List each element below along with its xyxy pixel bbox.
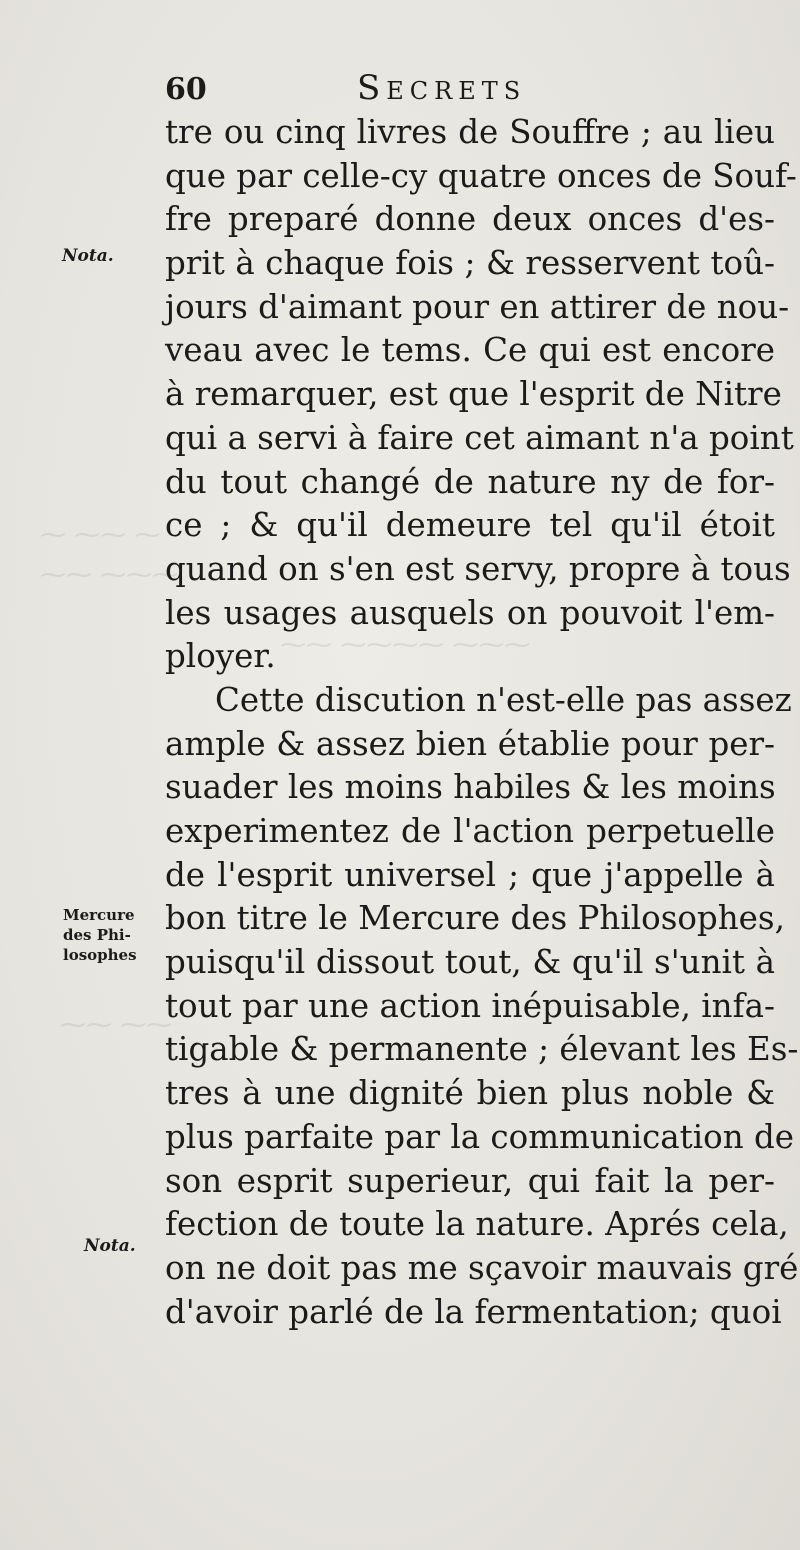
page-header — [165, 68, 765, 114]
margin-note-nota: Nota. — [62, 246, 114, 266]
body-text — [165, 111, 799, 1334]
text-line: tout par une action inépuisable, infa- — [165, 986, 775, 1025]
text-line: suader les moins habiles & les moins — [165, 768, 776, 807]
margin-note-nota: Nota. — [84, 1236, 136, 1256]
text-line: quand on s'en est servy, propre à tous — [165, 549, 791, 588]
show-through-text: ⁓ ⁓⁓ ⁓ — [40, 520, 161, 550]
text-line: ce ; & qu'il demeure tel qu'il étoit — [165, 506, 775, 545]
margin-note-mercure — [63, 905, 173, 965]
show-through-text: ⁓⁓ ⁓⁓⁓⁓ ⁓⁓⁓ — [280, 630, 531, 660]
text-line: d'avoir parlé de la fermentation; quoi — [165, 1292, 782, 1331]
text-line: fection de toute la nature. Aprés cela, — [165, 1205, 789, 1244]
text-line: que par celle-cy quatre onces de Souf- — [165, 156, 797, 195]
text-line: Cette discution n'est-elle pas assez — [215, 680, 792, 719]
margin-note-line: Mercure — [63, 906, 135, 924]
text-line: tigable & permanente ; élevant les Es- — [165, 1030, 799, 1069]
text-line: bon titre le Mercure des Philosophes, — [165, 899, 785, 938]
show-through-text: ⁓⁓ ⁓⁓⁓ — [40, 560, 179, 590]
margin-note-line: des Phi- — [63, 926, 131, 944]
text-line: veau avec le tems. Ce qui est encore — [165, 331, 775, 370]
text-line: qui a servi à faire cet aimant n'a point — [165, 418, 794, 457]
show-through-text: ⁓⁓ ⁓⁓ — [60, 1010, 173, 1040]
text-line: jours d'aimant pour en attirer de nou- — [165, 287, 790, 326]
text-line: prit à chaque fois ; & resservent toû- — [165, 244, 775, 283]
text-line: son esprit superieur, qui fait la per- — [165, 1161, 775, 1200]
running-head: Secrets — [357, 68, 527, 108]
text-line: tres à une dignité bien plus noble & — [165, 1074, 775, 1113]
text-line: on ne doit pas me sçavoir mauvais gré — [165, 1248, 799, 1287]
text-line: tre ou cinq livres de Souffre ; au lieu — [165, 113, 775, 151]
text-line: ployer. — [165, 637, 276, 676]
margin-note-line: losophes — [63, 946, 137, 964]
text-line: experimentez de l'action perpetuelle — [165, 812, 775, 850]
text-line: ample & assez bien établie pour per- — [165, 724, 775, 763]
text-line: du tout changé de nature ny de for- — [165, 462, 775, 501]
text-line: plus parfaite par la communication de — [165, 1117, 794, 1156]
text-line: de l'esprit universel ; que j'appelle à — [165, 855, 775, 894]
text-line: les usages ausquels on pouvoit l'em- — [165, 593, 775, 632]
text-line: à remarquer, est que l'esprit de Nitre — [165, 375, 782, 414]
page-number: 60 — [165, 72, 207, 107]
text-line: puisqu'il dissout tout, & qu'il s'unit à — [165, 943, 775, 982]
text-line: fre preparé donne deux onces d'es- — [165, 200, 775, 239]
